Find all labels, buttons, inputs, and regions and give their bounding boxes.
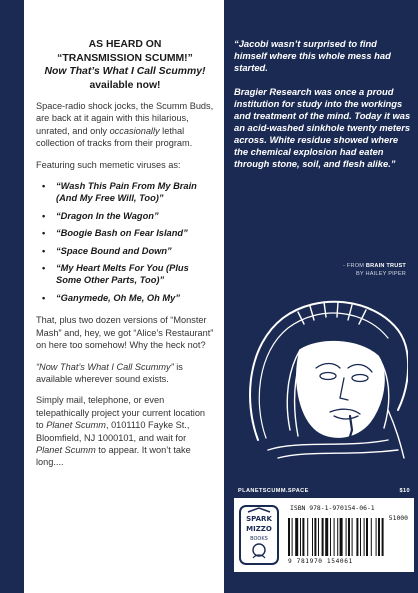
track-title: “My Heart Melts For You (Plus Some Other Parts, Too)” xyxy=(56,263,189,286)
headline-line-1: AS HEARD ON xyxy=(88,39,162,50)
credit-author: BY HAILEY PIPER xyxy=(355,271,406,277)
intro-text-end: lethal collection of tracks from their program. xyxy=(36,125,193,149)
mail-italic-1: Planet Scumm xyxy=(46,420,106,431)
intro-italic: occasionally xyxy=(109,125,160,136)
track-title: “Wash This Pain From My Brain (And My Free Will, Too)” xyxy=(56,181,197,204)
barcode-bar xyxy=(300,518,301,556)
website-text: PLANETSCUMM.SPACE xyxy=(238,488,309,494)
right-column xyxy=(224,0,418,593)
bullet: • xyxy=(42,228,46,239)
bullet: • xyxy=(42,181,46,192)
barcode-bar xyxy=(322,518,324,556)
list-item xyxy=(36,292,214,304)
barcode-bar xyxy=(376,518,377,556)
barcode-bar xyxy=(312,518,313,556)
excerpt-quote xyxy=(234,38,412,182)
barcode-bar xyxy=(364,518,365,556)
available-text: is available wherever sound exists. xyxy=(36,361,183,384)
headline xyxy=(36,38,214,92)
mail-text-middle: , 0101110 Fayke St., Bloomfield, NJ 1000101, and wait for xyxy=(36,420,190,443)
astronaut-illustration xyxy=(238,290,408,460)
album-title: “Now That’s What I Call Scummy” xyxy=(36,361,174,372)
mail-paragraph xyxy=(36,394,214,468)
available-paragraph xyxy=(36,361,214,386)
list-item xyxy=(36,245,214,257)
bullet: • xyxy=(42,245,46,256)
bullet: • xyxy=(42,210,46,221)
site-price-bar xyxy=(234,484,414,498)
logo-text-2: MIZZO xyxy=(246,525,272,533)
list-item xyxy=(36,210,214,222)
mail-text-end: to appear. It won’t take long.... xyxy=(36,444,191,468)
barcode-bar xyxy=(340,518,343,556)
bullet: • xyxy=(42,263,46,274)
mail-italic-2: Planet Scumm xyxy=(36,444,96,455)
list-item xyxy=(36,227,214,239)
left-column xyxy=(24,0,224,593)
track-title: “Boogie Bash on Fear Island” xyxy=(56,228,188,239)
isbn-text: ISBN 978-1-970154-06-1 xyxy=(290,504,375,512)
headline-line-2: “TRANSMISSION SCUMM!” xyxy=(57,52,193,64)
barcode-bar xyxy=(337,518,338,556)
barcode-bar xyxy=(352,518,353,556)
featuring-text: Featuring such memetic viruses as: xyxy=(36,159,181,170)
intro-paragraph xyxy=(36,100,214,150)
barcode-bar xyxy=(382,518,384,556)
barcode-bar xyxy=(346,518,347,556)
credit-prefix: - FROM xyxy=(343,263,366,269)
track-title: “Space Bound and Down” xyxy=(56,245,172,256)
list-item xyxy=(36,180,214,205)
barcode-number: 9 781970 154061 xyxy=(288,558,353,565)
bullet: • xyxy=(42,292,46,303)
headline-line-3: Now That’s What I Call Scummy! xyxy=(44,66,206,77)
barcode-bar xyxy=(348,518,350,556)
excerpt-credit xyxy=(343,262,406,278)
credit-line-1 xyxy=(343,262,406,270)
list-item xyxy=(36,262,214,287)
quote-paragraph-1: “Jacobi wasn’t surprised to find himself where this whole mess had started. xyxy=(234,38,391,73)
intro-text: Space-radio shock jocks, the Scumm Buds, are back at it again with this hilarious, unrated, and only xyxy=(36,101,214,136)
barcode-bar xyxy=(295,518,298,556)
track-title: “Ganymede, Oh Me, Oh My” xyxy=(56,292,180,303)
track-list xyxy=(36,180,214,304)
barcode-bar xyxy=(314,518,316,556)
plus-paragraph: That, plus two dozen versions of “Monster Mash” and, hey, we got “Alice’s Restaurant” on here too somehow! Why the heck not? xyxy=(36,315,214,351)
barcode-panel xyxy=(234,498,414,572)
publisher-logo xyxy=(238,504,280,566)
logo-text-1: SPARK xyxy=(246,515,272,523)
barcode-bar xyxy=(356,518,358,556)
logo-text-3: BOOKS xyxy=(250,536,268,542)
barcode-bar xyxy=(330,518,331,556)
barcode-bar xyxy=(360,518,361,556)
barcode-bar xyxy=(378,518,380,556)
credit-title: BRAIN TRUST xyxy=(365,263,406,269)
barcode-bar xyxy=(292,518,293,556)
barcode-bar xyxy=(302,518,304,556)
price-label: $10 xyxy=(399,488,410,494)
barcode-bar xyxy=(334,518,335,556)
barcode-bar xyxy=(366,518,368,556)
barcode-bar xyxy=(318,518,319,556)
quote-paragraph-2: Bragier Research was once a proud institution for study into the workings and treatment of the mind. Today it was an acid-washed sinkhole twenty meters across. White residue showed where the chemical explosion had eaten through stone, soil, and flesh alike.” xyxy=(234,86,411,169)
headline-line-4: available now! xyxy=(89,79,161,91)
barcode xyxy=(288,518,408,556)
mail-text: Simply mail, telephone, or even telepathically project your current location to xyxy=(36,395,206,431)
barcode-bar xyxy=(307,518,308,556)
barcode-bar xyxy=(288,518,290,556)
price-code: 51000 xyxy=(388,514,408,522)
barcode-bar xyxy=(325,518,328,556)
barcode-bar xyxy=(371,518,372,556)
track-title: “Dragon In the Wagon” xyxy=(56,210,159,221)
